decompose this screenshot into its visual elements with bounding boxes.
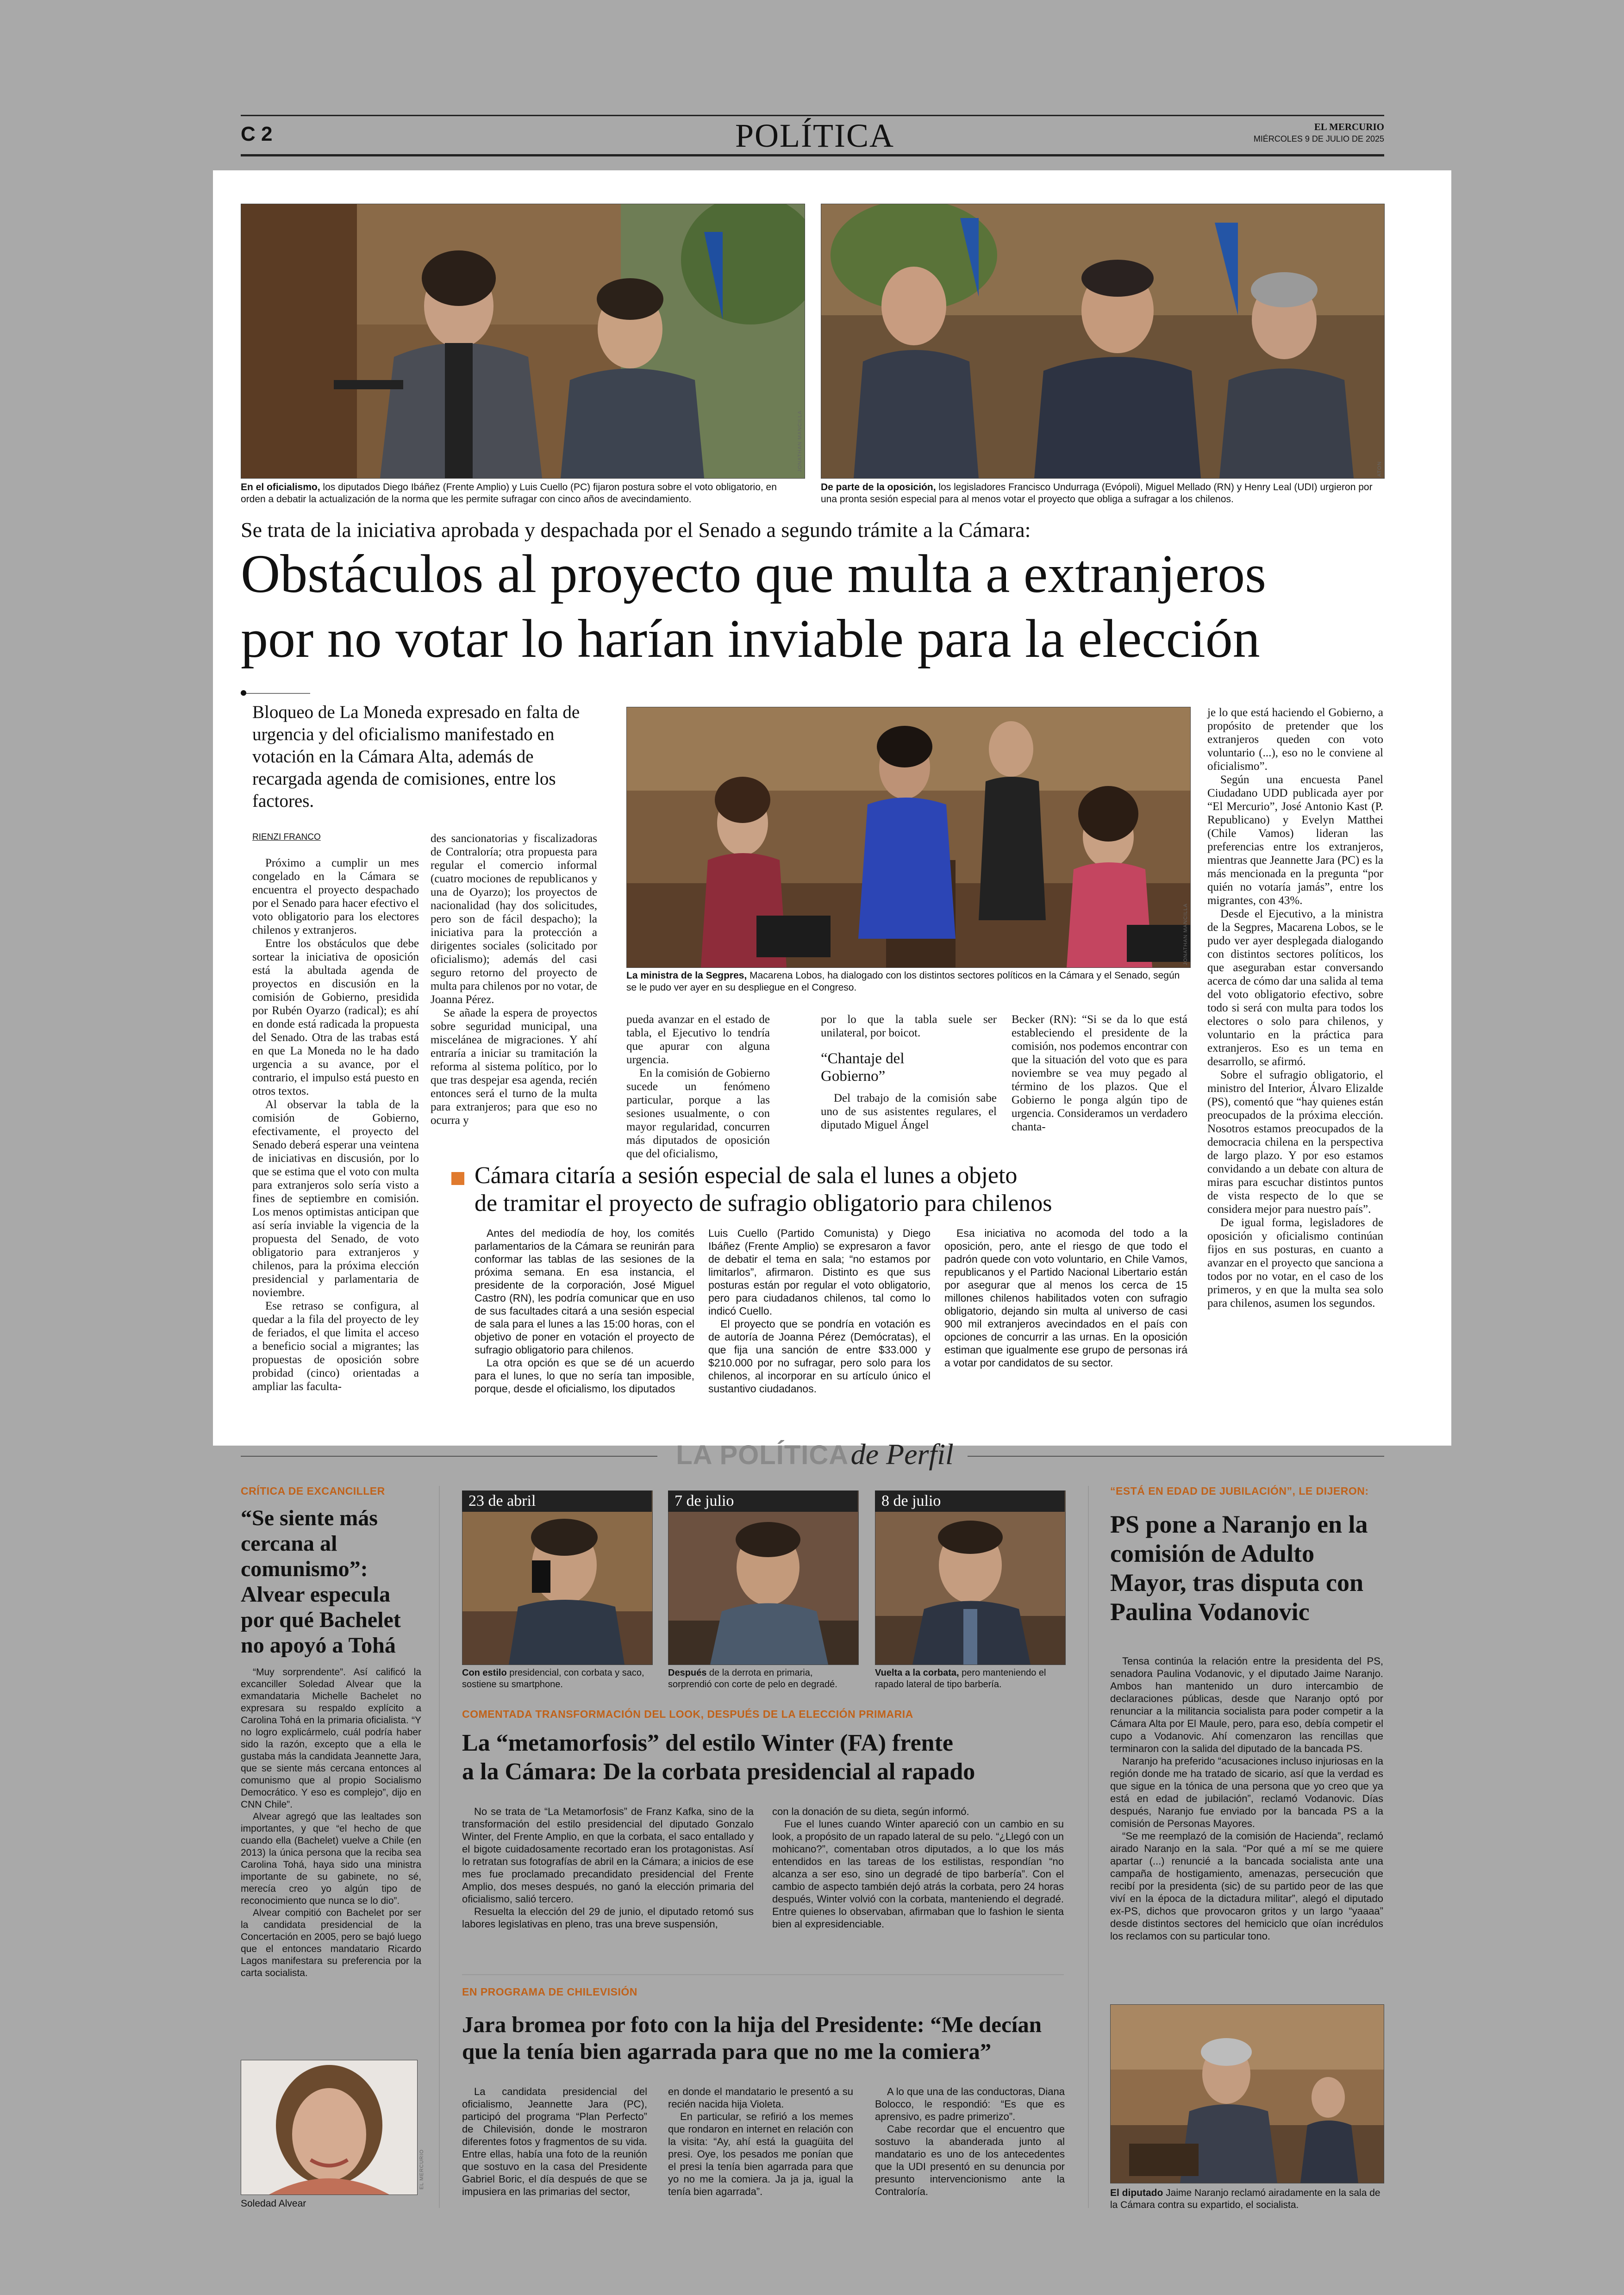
photo-credit-left: JONATHAN MANCILLA: [797, 410, 803, 472]
photo-oficialismo: [241, 204, 805, 479]
paragraph: Esa iniciativa no acomoda del todo a la oposición, pero, ante el riesgo de que todo el padrón quede con voto voluntario, en Chile Vamos, republicanos y el Partido Nacional Libertario están por asegurar que al menos los cerca de 15 millones chilenos habilitados voten con sufragio obligatorio, dejando sin multa al universo de casi 900 mil extranjeros avecindados en el país con opciones de concurrir a las urnas. En la oposición estiman que igualmente ese grupo de personas irá a votar por candidatos de su sector.: [944, 1227, 1187, 1369]
photo-winter-april: [462, 1491, 653, 1665]
paragraph: Tensa continúa la relación entre la presidenta del PS, senadora Paulina Vodanovic, y el diputado Jaime Naranjo. Ambos han mantenido un duro intercambio de declaraciones públicas, desde que Naranjo optó por renunciar a la militancia socialista para poder competir a la Cámara Alta por El Maule, pero, para eso, debía competir el cupo a Vodanovic. Ahí comenzaron las rencillas que terminaron con la salida del diputado de la bancada PS.: [1110, 1655, 1383, 1754]
caption-text: los diputados Diego Ibáñez (Frente Amplio) y Luis Cuello (PC) fijaron postura sobre el voto obligatorio, en orden a debatir la actualización de la norma que les permite sufragar con cinco años de avecindamiento.: [241, 482, 777, 505]
header-top-rule: [241, 115, 1384, 116]
article-overline: Se trata de la iniciativa aprobada y despachada por el Senado a segundo trámite a la Cámara:: [241, 518, 1031, 542]
newspaper-name: EL MERCURIO: [1314, 121, 1384, 132]
caption-lead: Después: [668, 1668, 707, 1678]
caption-text: pero manteniendo el rapado lateral de tipo barbería.: [875, 1668, 1046, 1690]
paragraph: Se añade la espera de proyectos sobre seguridad municipal, una miscelánea de migraciones. Y ahí entraría a iniciar su tramitación la reforma al sistema político, por lo que tras despejar esa agenda, recién entonces será el turno de la multa para extranjeros; para que eso no ocurra y: [431, 1007, 597, 1127]
paragraph: Naranjo ha preferido “acusaciones incluso injuriosas en la región donde me ha tratado de sicario, así que la verdad es que sigue en la tónica de una persona que yo creo que ya está en edad de jubilación”, reclamó Vodanovic. Días después, Naranjo fue enviado por la bancada PS a la comisión de Personas Mayores.: [1110, 1755, 1383, 1829]
jara-title: Jara bromea por foto con la hija del Presidente: “Me decían que la tenía bien agarrada para que no me la comiera”: [462, 2012, 1042, 2064]
article-byline: RIENZI FRANCO: [252, 832, 321, 842]
paragraph: “Se me reemplazó de la comisión de Hacienda”, reclamó airado Naranjo en la sala. “Por qué a mí se me quiere apartar (...) renuncié a la bancada socialista ante una campaña de hostigamiento, amenazas, persecución que recibí por la presidenta (sic) de su partido peor de las que viví en la época de la dictadura militar”, alegó el diputado ex-PS, dichos que provocaron gritos y un largo “yaaaa” desde distintos sectores del hemiciclo que oían incrédulos los reclamos con su particular tono.: [1110, 1830, 1383, 1942]
paragraph: “Muy sorprendente”. Así calificó la excanciller Soledad Alvear que la exmandataria Michelle Bachelet no expresara su respaldo explícito a Carolina Tohá en la primaria oficialista. “Y no logro explicármelo, cuál podría haber sido la razón, excepto que a ella le gustaba más la candidata Jeannette Jara, que se siente más cercana entonces al comunismo que al propio Socialismo Democrático. Y eso es complejo”, dijo en CNN Chile”.: [241, 1667, 421, 1810]
paragraph: La otra opción es que se dé un acuerdo para el lunes, lo que no sería tan imposible, porque, desde el oficialismo, los diputados: [475, 1357, 694, 1395]
header-bottom-rule: [241, 154, 1384, 156]
perfil-left-body: [241, 1666, 421, 1979]
caption-text: presidencial, con corbata y saco, sostiene su smartphone.: [462, 1668, 644, 1690]
paragraph: El proyecto que se pondría en votación es de autoría de Joanna Pérez (Demócratas), el que fija una sanción de entre $33.000 y $210.000 por no sufragar, pero solo para los chilenos, al incorporar en su artículo único el sustantivo ciudadanos.: [708, 1318, 931, 1395]
perfil-left-kicker: CRÍTICA DE EXCANCILLER: [241, 1485, 385, 1497]
photo-date-label: 7 de julio: [668, 1491, 858, 1512]
headline-line-2: por no votar lo harían inviable para la elección: [241, 608, 1260, 669]
perfil-rule-right: [968, 1456, 1384, 1457]
paragraph: Según una encuesta Panel Ciudadano UDD publicada ayer por “El Mercurio”, José Antonio Kast (P. Republicano) y Evelyn Matthei (Chile Vamos) lideran las preferencias entre los extranjeros, mientras que Jeannette Jara (PC) es la más mencionada en la pregunta “por quién no votaría jamás”, entre los migrantes, con 43%.: [1207, 773, 1383, 907]
paragraph: Becker (RN): “Si se da lo que está estableciendo el presidente de la comisión, nos podemos encontrar con que la situación del voto que es para noviembre se vea muy pegado al término de los plazos. Que el Gobierno le ponga algún tipo de urgencia. Consideramos un verdadero chanta-: [1012, 1013, 1187, 1133]
photo-jaime-naranjo: [1110, 2004, 1384, 2183]
perfil-left-title: “Se siente más cercana al comunismo”: Alvear especula por qué Bachelet no apoyó a Tohá: [241, 1506, 401, 1658]
article-headline: [241, 542, 1384, 671]
lead-bullet: [241, 690, 246, 696]
paragraph: Alvear agregó que las lealtades son importantes, y que “el hecho de que cuando ella (Bachelet) vuelve a Chile (en 2013) la única persona que la reciba sea Carolina Tohá, haya sido una ministra importante de su gabinete, no sé, merecía creo yo algún tipo de reconocimiento que nunca se lo dio”.: [241, 1811, 421, 1906]
sidebar-title-line-2: de tramitar el proyecto de sufragio obligatorio para chilenos: [475, 1190, 1052, 1216]
caption-text: Jaime Naranjo reclamó airadamente en la sala de la Cámara contra su expartido, el socialista.: [1110, 2188, 1380, 2210]
winter-kicker: COMENTADA TRANSFORMACIÓN DEL LOOK, DESPUÉS DE LA ELECCIÓN PRIMARIA: [462, 1708, 913, 1720]
perfil-banner-text: LA POLÍTICA: [676, 1440, 849, 1470]
paragraph: Antes del mediodía de hoy, los comités parlamentarios de la Cámara se reunirán para conformar las tablas de las sesiones de la próxima semana. En esa instancia, el presidente de la corporación, José Miguel Castro (RN), les podría comunicar que en uso de sus facultades citará a una sesión especial de sala para el lunes a las 15:00 horas, con el objetivo de poner en votación el proyecto de sufragio obligatorio para chilenos.: [475, 1227, 694, 1356]
perfil-right-title: PS pone a Naranjo en la comisión de Adulto Mayor, tras disputa con Paulina Vodanovic: [1110, 1510, 1368, 1626]
photo-winter-july7: [668, 1491, 859, 1665]
body-column-2: [431, 832, 597, 1127]
sidebar-column-1: [475, 1227, 694, 1395]
perfil-rule-left: [241, 1456, 657, 1457]
headline-line-1: Obstáculos al proyecto que multa a extranjeros: [241, 543, 1267, 604]
perfil-right-kicker: “ESTÁ EN EDAD DE JUBILACIÓN”, LE DIJERON:: [1110, 1485, 1369, 1497]
photo-winter-july8: [875, 1491, 1066, 1665]
winter-column-2: [772, 1805, 1064, 1930]
paragraph: en donde el mandatario le presentó a su recién nacida hija Violeta.: [668, 2086, 853, 2110]
caption-naranjo: [1110, 2187, 1383, 2211]
paragraph: En la comisión de Gobierno sucede un fenómeno particular, porque a las sesiones usualmente, o con mayor regularidad, concurren más diputados de oposición que del oficialismo,: [626, 1067, 770, 1160]
jara-column-2: [668, 2085, 853, 2198]
photo-date-label: 8 de julio: [875, 1491, 1065, 1512]
paragraph: Ese retraso se configura, al quedar a la fila del proyecto de ley de feriados, el que limita el acceso a beneficio social a migrantes; las propuestas de oposición sobre probidad (cinco) orientadas a ampliar las faculta-: [252, 1300, 419, 1393]
caption-lead: Con estilo: [462, 1668, 507, 1678]
paragraph: En particular, se refirió a los memes que rondaron en internet en relación con la visita: “Ay, ahí está la guagüita del presi. Oye, los pesados me ponían que el presi la tenía bien agarrada para que yo no me la comiera. Ja ja ja, igual la tenía bien agarrada”.: [668, 2111, 853, 2197]
caption-ministra: [626, 970, 1190, 994]
caption-winter-july7: [668, 1667, 858, 1690]
paragraph: Al observar la tabla de la comisión de Gobierno, efectivamente, el proyecto del Senado deberá esperar una veintena de iniciativas en discusión, por lo que se estima que el voto con multa para extranjeros solo sería visto a fines de septiembre en comisión. Los menos optimistas anticipan que así sería inviable la vigencia de la propuesta del Senado, de voto obligatorio para extranjeros y chilenos, para la próxima elección presidencial y parlamentaria de noviembre.: [252, 1098, 419, 1299]
caption-text: Macarena Lobos, ha dialogado con los distintos sectores políticos en la Cámara y el Senado, según se le pudo ver ayer en su despliegue en el Congreso.: [626, 970, 1180, 993]
photo-credit-right: ATON: [1377, 461, 1382, 477]
winter-title-line-1: La “metamorfosis” del estilo Winter (FA) frente: [462, 1730, 953, 1756]
caption-lead: Vuelta a la corbata,: [875, 1668, 959, 1678]
caption-winter-july8: [875, 1667, 1065, 1690]
sidebar-title-line-1: Cámara citaría a sesión especial de sala el lunes a objeto: [475, 1162, 1018, 1189]
paragraph: Resuelta la elección del 29 de junio, el diputado retomó sus labores legislativas en pleno, tras una breve suspensión,: [462, 1906, 754, 1930]
perfil-banner: [662, 1437, 968, 1472]
caption-winter-april: [462, 1667, 652, 1690]
caption-oficialismo: [241, 481, 804, 505]
sidebar-column-2: [708, 1227, 931, 1395]
photo-soledad-alvear: [241, 2060, 418, 2195]
photo-date-label: 23 de abril: [462, 1491, 652, 1512]
paragraph: Alvear compitió con Bachelet por ser la candidata presidencial de la Concertación en 2005, pero se bajó luego que el entonces mandatario Ricardo Lagos manifestara su preferencia por la carta socialista.: [241, 1908, 421, 1978]
photo-credit-alvear: EL MERCURIO: [419, 2149, 425, 2189]
jara-column-3: [875, 2085, 1065, 2198]
column-divider: [1088, 1486, 1089, 2208]
body-column-1: [252, 856, 419, 1393]
photo-credit-center: JONATHAN MANCILLA: [1183, 903, 1188, 965]
paragraph: No se trata de “La Metamorfosis” de Franz Kafka, sino de la transformación del estilo presidencial del diputado Gonzalo Winter, del Frente Amplio, en que la corbata, el saco entallado y el bigote cuidadosamente recortado eran los protagonistas. Así lo retratan sus fotografías de abril en la Cámara; a inicios de ese mes fue proclamado precandidato presidencial del Frente Amplio, dos meses después, no ganó la elección primaria del oficialismo, salió tercero.: [462, 1806, 754, 1905]
page-number: C 2: [241, 123, 273, 145]
jara-column-1: [462, 2085, 647, 2198]
caption-text: los legisladores Francisco Undurraga (Evópoli), Miguel Mellado (RN) y Henry Leal (UDI) urgieron por una pronta sesión especial para al menos votar el proyecto que obliga a sufragar a los chilenos.: [821, 482, 1373, 505]
paragraph: Cabe recordar que el encuentro que sostuvo la abanderada junto al mandatario es uno de los antecedentes que la UDI presentó en su denuncia por presunto intervencionismo ante la Contraloría.: [875, 2123, 1065, 2197]
paragraph: por lo que la tabla suele ser unilateral, por boicot.: [821, 1013, 997, 1039]
paragraph: con la donación de su dieta, según informó.: [772, 1806, 969, 1817]
section-title: POLÍTICA: [735, 117, 894, 154]
paragraph: je lo que está haciendo el Gobierno, a propósito de pretender que los extranjeros queden con voto voluntario (...), eso no le conviene al oficialismo”.: [1207, 706, 1383, 773]
caption-lead: El diputado: [1110, 2188, 1163, 2198]
caption-text: de la derrota en primaria, sorprendió con corte de pelo en degradé.: [668, 1668, 837, 1690]
caption-oposicion: [821, 481, 1384, 505]
perfil-banner-script: de Perfil: [850, 1438, 954, 1471]
body-column-6: [1207, 706, 1383, 1310]
story-divider: [462, 1974, 1064, 1975]
paragraph: Luis Cuello (Partido Comunista) y Diego Ibáñez (Frente Amplio) se expresaron a favor de debatir el tema en sala; “no estamos por limitarlos”, afirmaron. Distinto es que sus posturas están por regular el voto obligatorio, pero para ciudadanos chilenos, tal como lo indicó Cuello.: [708, 1227, 931, 1317]
jara-kicker: EN PROGRAMA DE CHILEVISIÓN: [462, 1986, 637, 1998]
article-lead: Bloqueo de La Moneda expresado en falta de urgencia y del oficialismo manifestado en votación en la Cámara Alta, además de recargada agenda de comisiones, entre los factores.: [252, 702, 580, 811]
caption-alvear: Soledad Alvear: [241, 2198, 306, 2209]
lead-marker: [241, 693, 310, 694]
winter-title-line-2: a la Cámara: De la corbata presidencial al rapado: [462, 1759, 975, 1785]
paragraph: Desde el Ejecutivo, a la ministra de la Segpres, Macarena Lobos, se le pudo ver ayer desplegada dialogando con distintos sectores políticos, los que aseguraban estar conversando acerca de cómo dar una salida al tema del voto obligatorio efectivo, sobre todo si será con multa para todos los electores o solo para chilenos, y voluntario en la práctica para extranjeros. Eso es un tema en desarrollo, se afirmó.: [1207, 908, 1383, 1068]
winter-title: [462, 1729, 1064, 1786]
paragraph: Próximo a cumplir un mes congelado en la Cámara se encuentra el proyecto despachado por el Senado para hacer efectivo el voto obligatorio para los electores chilenos y extranjeros.: [252, 857, 419, 936]
sidebar-orange-square: [451, 1172, 464, 1185]
paragraph: Del trabajo de la comisión sabe uno de sus asistentes regulares, el diputado Miguel Ángel: [821, 1092, 997, 1131]
perfil-right-body: [1110, 1655, 1383, 1942]
winter-column-1: [462, 1805, 754, 1930]
sidebar-column-3: [944, 1227, 1187, 1369]
photo-oposicion: [821, 204, 1385, 479]
paragraph: pueda avanzar en el estado de tabla, el Ejecutivo lo tendría que apurar con alguna urgencia.: [626, 1013, 770, 1066]
paragraph: De igual forma, legisladores de oposición y oficialismo continúan fijos en sus posturas, en cuanto a avanzar en el proyecto que sanciona a todos por no votar, en el caso de los primeros, y en que la multa sea solo para chilenos, asumen los segundos.: [1207, 1216, 1383, 1310]
caption-lead: De parte de la oposición,: [821, 482, 936, 493]
column-divider: [439, 1486, 440, 2208]
paragraph: Fue el lunes cuando Winter apareció con un cambio en su look, a propósito de un rapado lateral de su pelo. “¿Llegó con un mohicano?”, comentaban otros diputados, a lo que los más entendidos en las tareas de los estilistas, respondían “no alcanza a ser eso, sino un degradé de tipo barbería”. Con el cambio de aspecto también dejó atrás la corbata, pero 24 horas después, Winter volvió con la corbata, manteniendo el degradé. Entre quienes lo observaban, afirmaban que lo fashion le sienta bien al expresidenciable.: [772, 1818, 1064, 1930]
paragraph: Sobre el sufragio obligatorio, el ministro del Interior, Álvaro Elizalde (PS), comentó que “hay quienes están preocupados de la próxima elección. Nosotros estamos preocupados de la democracia chilena en la perspectiva de largo plazo. Y por eso estamos convidando a un debate con altura de miras para escuchar distintos puntos de vista respecto de lo que se considera mejor para nuestro país”.: [1207, 1069, 1383, 1216]
body-column-4: [821, 1013, 997, 1132]
paragraph: des sancionatorias y fiscalizadoras de Contraloría; otra propuesta para regular el comercio informal (cuatro mociones de republicanos y una de Oyarzo); los proyectos de nacionalidad (hay dos solicitudes, pero son de fácil despacho); la iniciativa para la protección a dirigentes sociales (solicitado por oficialismo); además del casi seguro retorno del proyecto de multa para chilenos por no votar, de Joanna Pérez.: [431, 832, 597, 1006]
paragraph: La candidata presidencial del oficialismo, Jeannette Jara (PC), participó del programa “Plan Perfecto” de Chilevisión, donde le mostraron diferentes fotos y fragmentos de su vida. Entre ellas, había una foto de la reunión que sostuvo en la casa del Presidente Gabriel Boric, el día después de que se impusiera en las primarias del sector,: [462, 2086, 647, 2197]
sidebar-story-title: [475, 1162, 1197, 1217]
paragraph: A lo que una de las conductoras, Diana Bolocco, le respondió: “Es que es aprensivo, es padre primerizo”.: [875, 2086, 1065, 2122]
caption-lead: La ministra de la Segpres,: [626, 970, 747, 981]
subhead-chantaje: “Chantaje del Gobierno”: [821, 1050, 905, 1085]
photo-ministra-segpres: [626, 707, 1191, 968]
caption-lead: En el oficialismo,: [241, 482, 320, 493]
edition-date: MIÉRCOLES 9 DE JULIO DE 2025: [1253, 134, 1384, 143]
body-column-3: [626, 1013, 770, 1160]
body-column-5: [1012, 1013, 1187, 1134]
paragraph: Entre los obstáculos que debe sortear la iniciativa de oposición está la abultada agenda de proyectos en discusión en la comisión de Gobierno, presidida por Rubén Oyarzo (radical); es ahí en donde está radicada la propuesta del Senado. Otra de las trabas está en que La Moneda no le ha dado urgencia a su avance, por el contrario, el impulso está puesto en otros textos.: [252, 937, 419, 1098]
